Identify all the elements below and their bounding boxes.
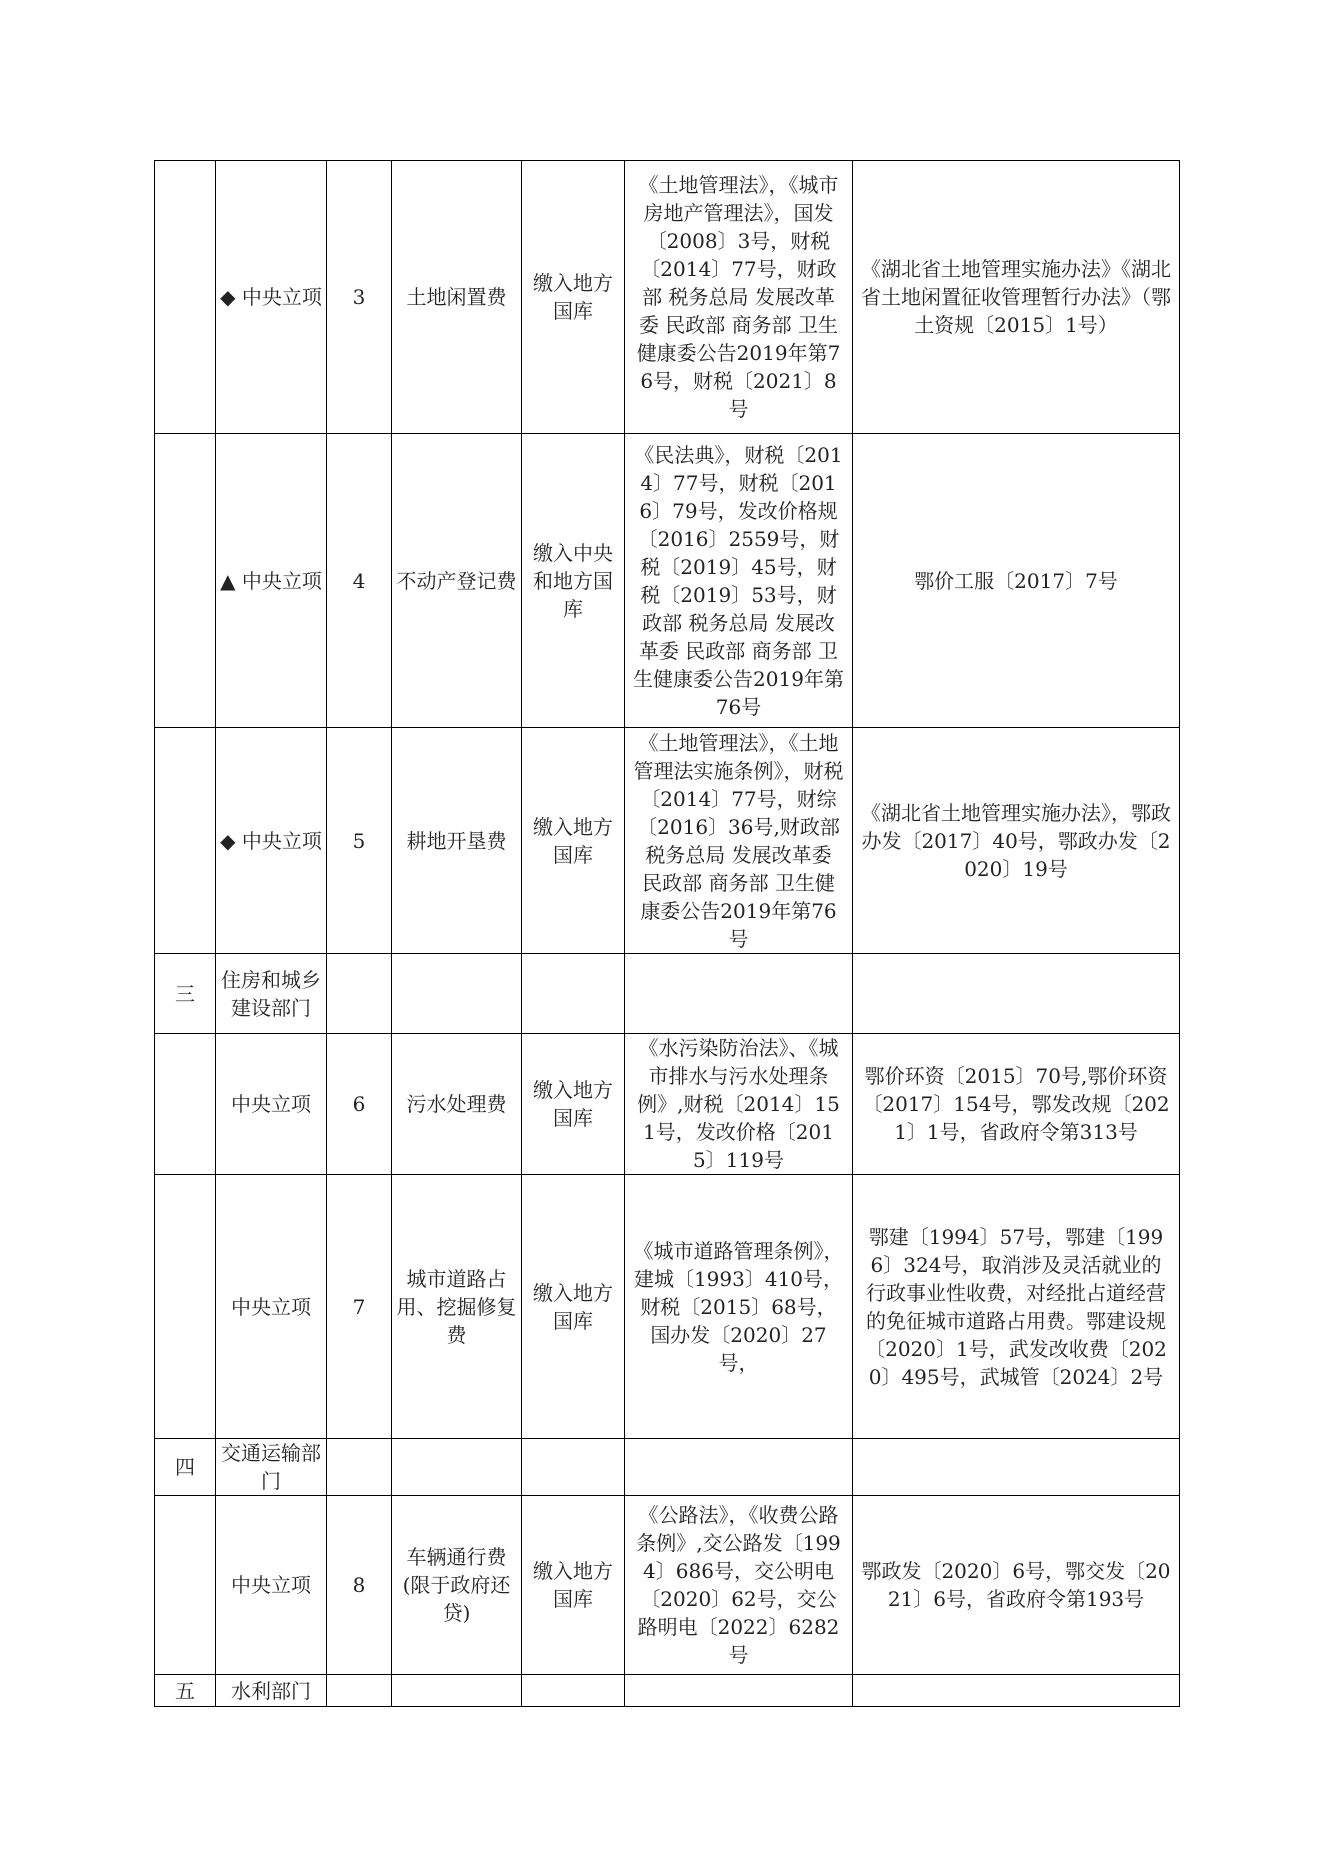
empty-cell — [625, 1675, 853, 1707]
empty-cell — [327, 1675, 392, 1707]
table-row — [155, 1496, 1180, 1675]
central-basis-cell: 《公路法》，《收费公路条例》,交公路发〔1994〕686号，交公明电〔2020〕62号，交公路明电〔2022〕6282号 — [625, 1496, 853, 1675]
section-index-cell: 三 — [155, 954, 216, 1034]
empty-cell — [327, 954, 392, 1034]
table-row — [155, 434, 1180, 728]
index-cell — [155, 1496, 216, 1675]
destination-cell: 缴入中央和地方国库 — [522, 434, 625, 728]
local-basis-cell: 鄂政发〔2020〕6号，鄂交发〔2021〕6号，省政府令第193号 — [853, 1496, 1180, 1675]
table-row — [155, 161, 1180, 434]
section-row — [155, 1439, 1180, 1496]
table-row — [155, 1175, 1180, 1439]
destination-cell: 缴入地方国库 — [522, 1175, 625, 1439]
section-index-cell: 五 — [155, 1675, 216, 1707]
empty-cell — [327, 1439, 392, 1496]
central-basis-cell: 《民法典》，财税〔2014〕77号，财税〔2016〕79号，发改价格规〔2016〕2559号，财税〔2019〕45号，财税〔2019〕53号，财政部 税务总局 发展改革委 民政部 商务部 卫生健康委公告2019年第76号 — [625, 434, 853, 728]
number-cell: 6 — [327, 1034, 392, 1175]
empty-cell — [625, 954, 853, 1034]
central-basis-cell: 《水污染防治法》、《城市排水与污水处理条例》,财税〔2014〕151号，发改价格〔2015〕119号 — [625, 1034, 853, 1175]
central-basis-cell: 《土地管理法》，《城市房地产管理法》，国发〔2008〕3号，财税〔2014〕77号，财政部 税务总局 发展改革委 民政部 商务部 卫生健康委公告2019年第76号，财税〔2021〕8号 — [625, 161, 853, 434]
empty-cell — [392, 1675, 522, 1707]
destination-cell: 缴入地方国库 — [522, 728, 625, 954]
empty-cell — [853, 1675, 1180, 1707]
local-basis-cell: 鄂价环资〔2015〕70号,鄂价环资〔2017〕154号，鄂发改规〔2021〕1号，省政府令第313号 — [853, 1034, 1180, 1175]
section-row — [155, 1675, 1180, 1707]
project-cell: 中央立项 — [216, 1034, 327, 1175]
central-basis-cell: 《土地管理法》，《土地管理法实施条例》，财税〔2014〕77号，财综〔2016〕36号,财政部 税务总局 发展改革委 民政部 商务部 卫生健康委公告2019年第76号 — [625, 728, 853, 954]
fee-name-cell: 耕地开垦费 — [392, 728, 522, 954]
destination-cell: 缴入地方国库 — [522, 1034, 625, 1175]
central-basis-cell: 《城市道路管理条例》，建城〔1993〕410号，财税〔2015〕68号，国办发〔2020〕27号， — [625, 1175, 853, 1439]
local-basis-cell: 鄂价工服〔2017〕7号 — [853, 434, 1180, 728]
number-cell: 3 — [327, 161, 392, 434]
number-cell: 8 — [327, 1496, 392, 1675]
index-cell — [155, 728, 216, 954]
empty-cell — [392, 954, 522, 1034]
project-cell: 中央立项 — [216, 1496, 327, 1675]
local-basis-cell: 《湖北省土地管理实施办法》，鄂政办发〔2017〕40号，鄂政办发〔2020〕19号 — [853, 728, 1180, 954]
number-cell: 4 — [327, 434, 392, 728]
fee-name-cell: 土地闲置费 — [392, 161, 522, 434]
index-cell — [155, 434, 216, 728]
fee-name-cell: 车辆通行费(限于政府还贷) — [392, 1496, 522, 1675]
section-title-cell: 交通运输部门 — [216, 1439, 327, 1496]
local-basis-cell: 《湖北省土地管理实施办法》《湖北省土地闲置征收管理暂行办法》（鄂土资规〔2015〕1号） — [853, 161, 1180, 434]
table-row — [155, 1034, 1180, 1175]
index-cell — [155, 161, 216, 434]
project-cell: ▲ 中央立项 — [216, 434, 327, 728]
fee-name-cell: 不动产登记费 — [392, 434, 522, 728]
number-cell: 7 — [327, 1175, 392, 1439]
index-cell — [155, 1175, 216, 1439]
empty-cell — [853, 1439, 1180, 1496]
section-title-cell: 水利部门 — [216, 1675, 327, 1707]
destination-cell: 缴入地方国库 — [522, 161, 625, 434]
fee-name-cell: 城市道路占用、挖掘修复费 — [392, 1175, 522, 1439]
index-cell — [155, 1034, 216, 1175]
fee-name-cell: 污水处理费 — [392, 1034, 522, 1175]
section-row — [155, 954, 1180, 1034]
project-cell: ◆ 中央立项 — [216, 161, 327, 434]
number-cell: 5 — [327, 728, 392, 954]
section-index-cell: 四 — [155, 1439, 216, 1496]
local-basis-cell: 鄂建〔1994〕57号，鄂建〔1996〕324号，取消涉及灵活就业的行政事业性收费，对经批占道经营的免征城市道路占用费。鄂建设规〔2020〕1号，武发改收费〔2020〕495号，武城管〔2024〕2号 — [853, 1175, 1180, 1439]
project-cell: 中央立项 — [216, 1175, 327, 1439]
empty-cell — [522, 1439, 625, 1496]
table-row — [155, 728, 1180, 954]
empty-cell — [625, 1439, 853, 1496]
empty-cell — [853, 954, 1180, 1034]
destination-cell: 缴入地方国库 — [522, 1496, 625, 1675]
project-cell: ◆ 中央立项 — [216, 728, 327, 954]
empty-cell — [522, 1675, 625, 1707]
empty-cell — [392, 1439, 522, 1496]
fee-table — [154, 160, 1180, 1707]
section-title-cell: 住房和城乡建设部门 — [216, 954, 327, 1034]
empty-cell — [522, 954, 625, 1034]
